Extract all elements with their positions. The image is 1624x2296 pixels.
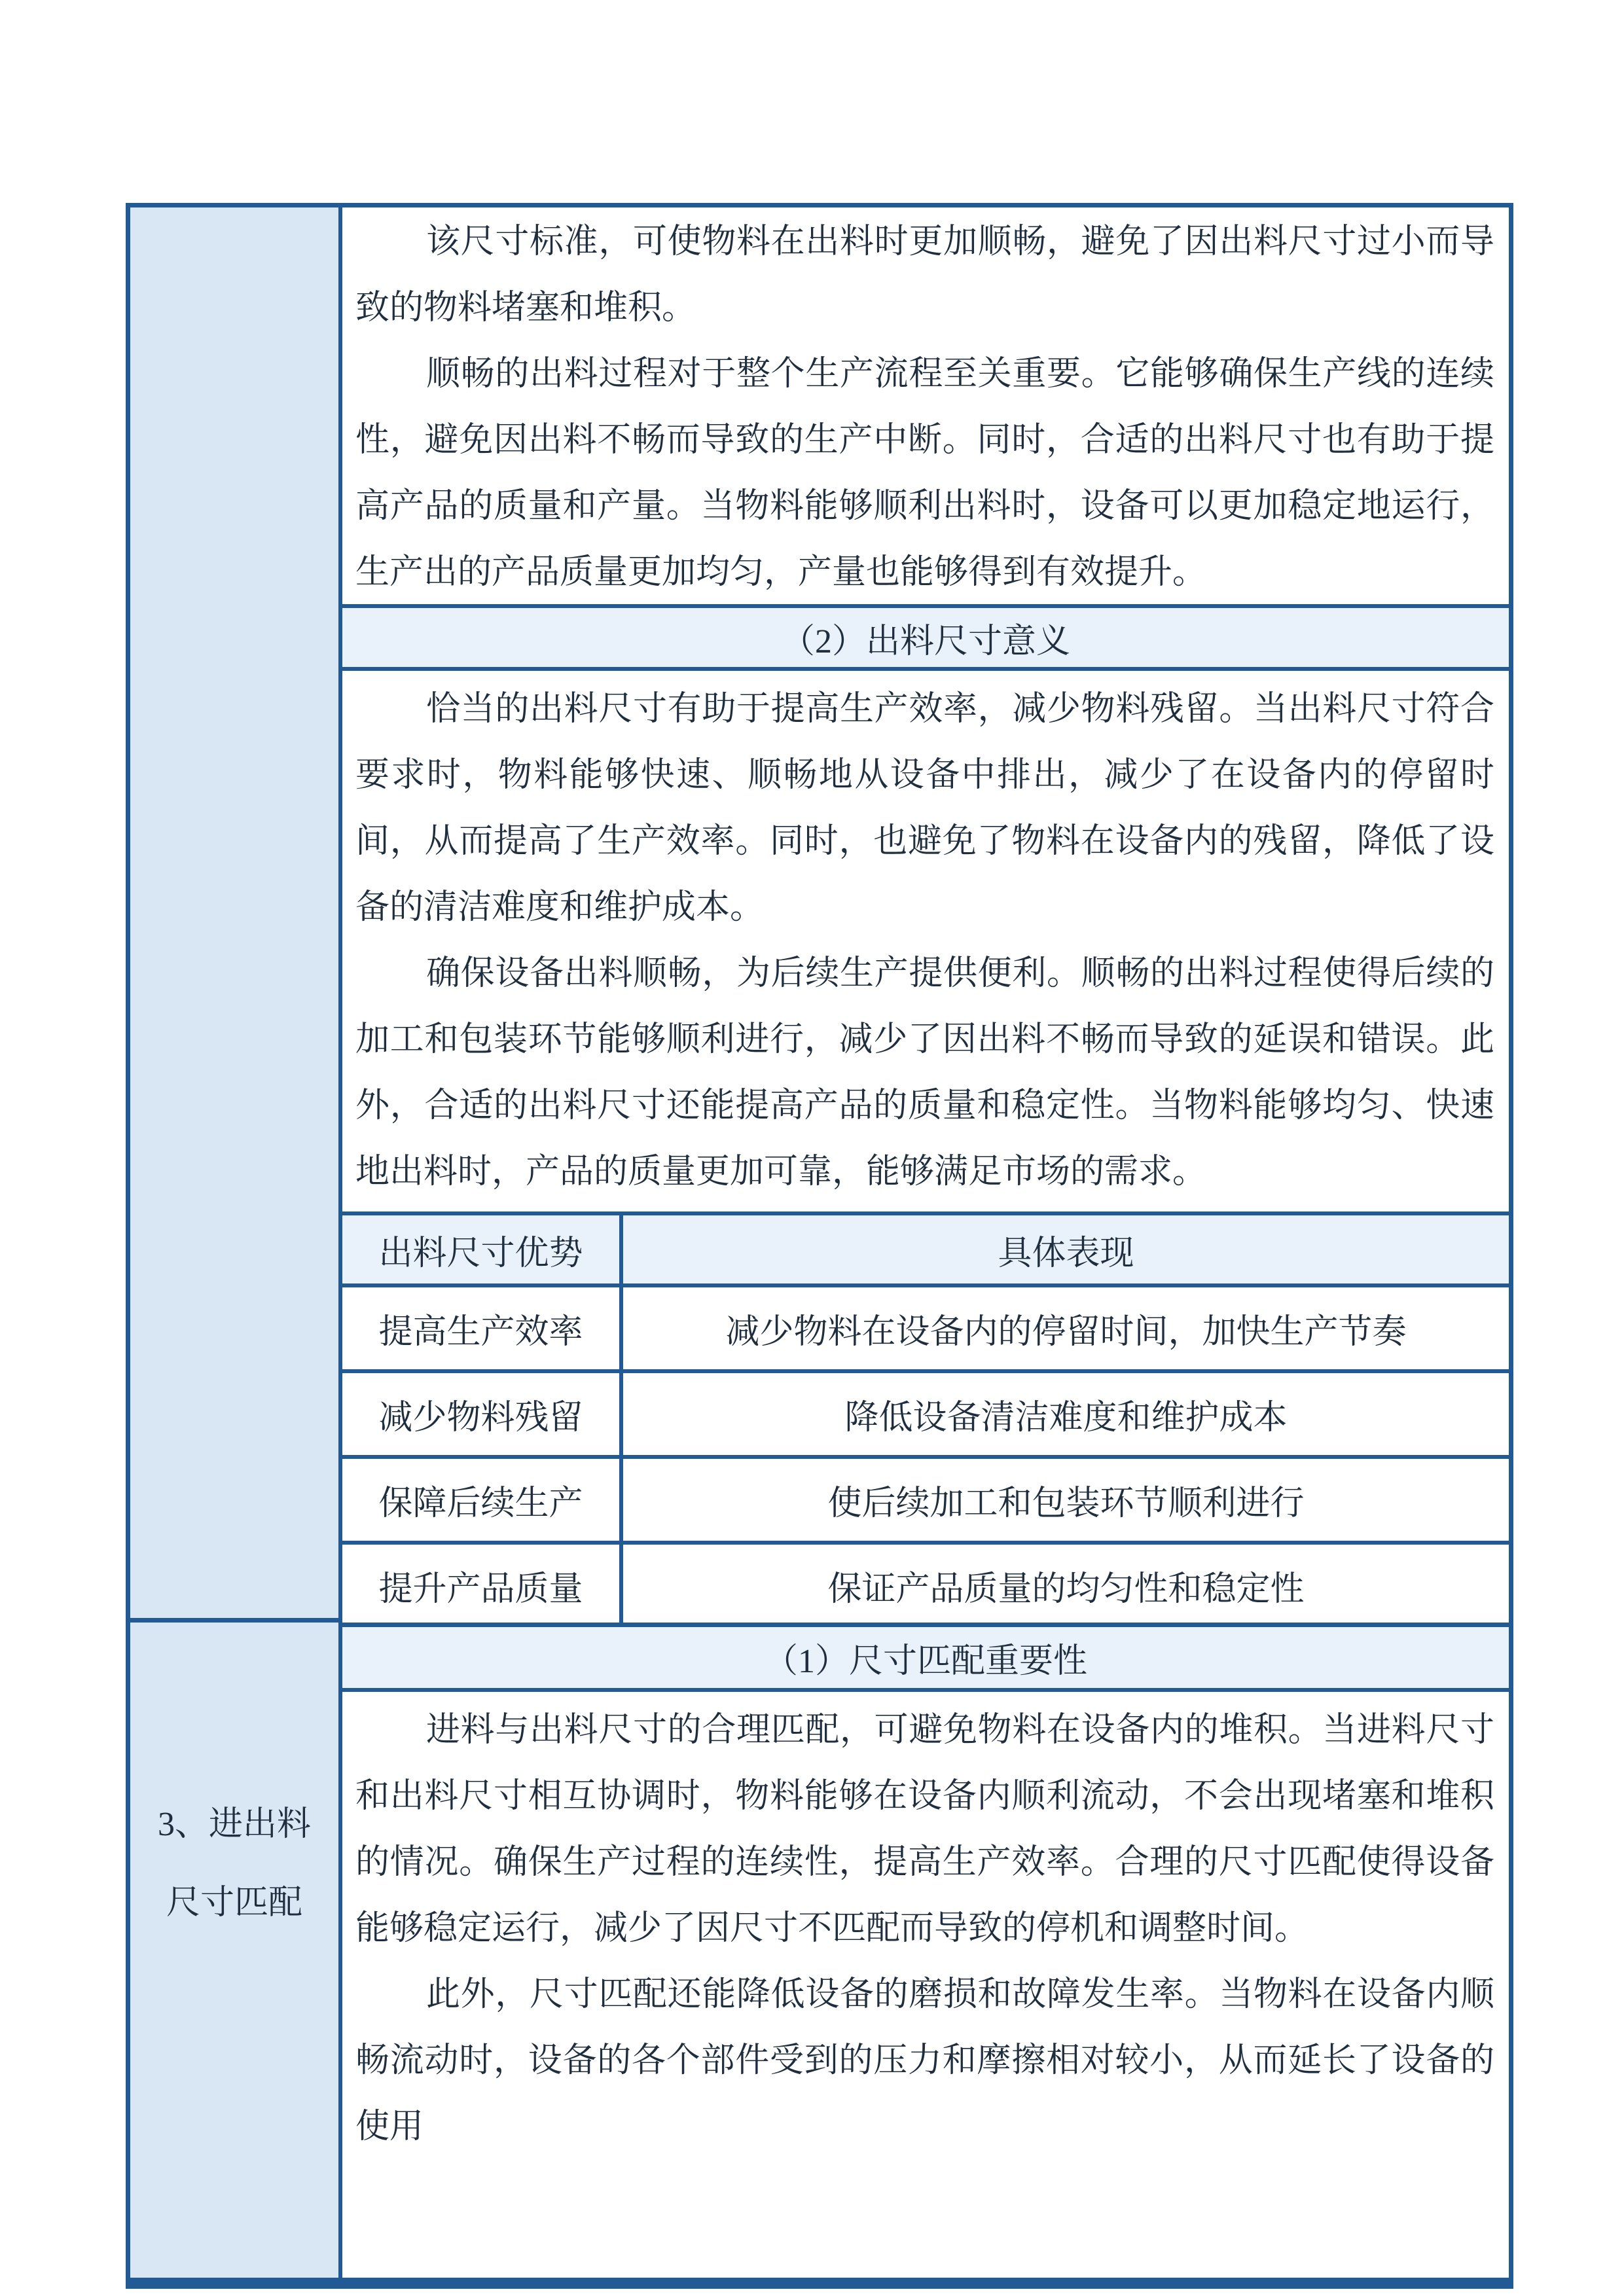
table-bottom-strip: [126, 2278, 1513, 2289]
benefits-cell-detail: 降低设备清洁难度和维护成本: [844, 1399, 1288, 1437]
paragraph: 顺畅的出料过程对于整个生产流程至关重要。它能够确保生产线的连续性，避免因出料不畅而导致的生产中断。同时，合适的出料尺寸也有助于提高产品的质量和产量。当物料能够顺利出料时，设备可以更加稳定地运行，生产出的产品质量更加均匀，产量也能够得到有效提升。: [355, 355, 1494, 591]
benefits-cell-detail: 使后续加工和包装环节顺利进行: [827, 1485, 1305, 1522]
row-label-cell: [130, 1623, 338, 2289]
section-header-text: （1）尺寸匹配重要性: [763, 1643, 1087, 1680]
benefits-header-cell-advantage: 出料尺寸优势: [342, 1215, 623, 1283]
section-outlet-meaning: [342, 671, 1509, 1211]
content-column: [342, 207, 1509, 2289]
merged-label-cell-empty: [130, 207, 338, 1623]
label-column: [130, 207, 342, 2289]
benefits-row: [342, 1369, 1509, 1455]
row-label-line-2: 尺寸匹配: [166, 1884, 302, 1922]
benefits-header-cell-detail: 具体表现: [998, 1234, 1134, 1272]
section-header-size-match: [342, 1623, 1509, 1692]
paragraph: 该尺寸标准，可使物料在出料时更加顺畅，避免了因出料尺寸过小而导致的物料堵塞和堆积。: [355, 223, 1494, 327]
benefits-cell-advantage: 提高生产效率: [342, 1287, 623, 1369]
benefits-cell-detail: 保证产品质量的均匀性和稳定性: [827, 1571, 1305, 1608]
section-header-text: （2）出料尺寸意义: [780, 622, 1070, 660]
paragraph: 此外，尺寸匹配还能降低设备的磨损和故障发生率。当物料在设备内顺畅流动时，设备的各个部件受到的压力和摩擦相对较小，从而延长了设备的使用: [355, 1976, 1494, 2145]
benefits-cell-detail: 减少物料在设备内的停留时间，加快生产节奏: [725, 1314, 1407, 1351]
benefits-cell-advantage: 减少物料残留: [342, 1373, 623, 1455]
benefits-row: [342, 1455, 1509, 1541]
paragraph: 确保设备出料顺畅，为后续生产提供便利。顺畅的出料过程使得后续的加工和包装环节能够顺利进行，减少了因出料不畅而导致的延误和错误。此外，合适的出料尺寸还能提高产品的质量和稳定性。当物料能够均匀、快速地出料时，产品的质量更加可靠，能够满足市场的需求。: [355, 955, 1494, 1191]
section-continuation: [342, 207, 1509, 604]
benefits-row: [342, 1541, 1509, 1626]
content-table: [126, 203, 1513, 2289]
benefits-cell-advantage: 保障后续生产: [342, 1459, 623, 1541]
paragraph: 进料与出料尺寸的合理匹配，可避免物料在设备内的堆积。当进料尺寸和出料尺寸相互协调时，物料能够在设备内顺利流动，不会出现堵塞和堆积的情况。确保生产过程的连续性，提高生产效率。合理的尺寸匹配使得设备能够稳定运行，减少了因尺寸不匹配而导致的停机和调整时间。: [355, 1712, 1494, 1947]
section-header-outlet-meaning: [342, 604, 1509, 671]
benefits-header-row: [342, 1215, 1509, 1283]
paragraph: 恰当的出料尺寸有助于提高生产效率，减少物料残留。当出料尺寸符合要求时，物料能够快速、顺畅地从设备中排出，减少了在设备内的停留时间，从而提高了生产效率。同时，也避免了物料在设备内的残留，降低了设备的清洁难度和维护成本。: [355, 691, 1494, 926]
benefits-table: [342, 1211, 1509, 1623]
row-label-line-1: 3、进出料: [157, 1806, 311, 1843]
benefits-cell-advantage: 提升产品质量: [342, 1545, 623, 1626]
benefits-row: [342, 1283, 1509, 1369]
section-size-match: [342, 1692, 1509, 2289]
